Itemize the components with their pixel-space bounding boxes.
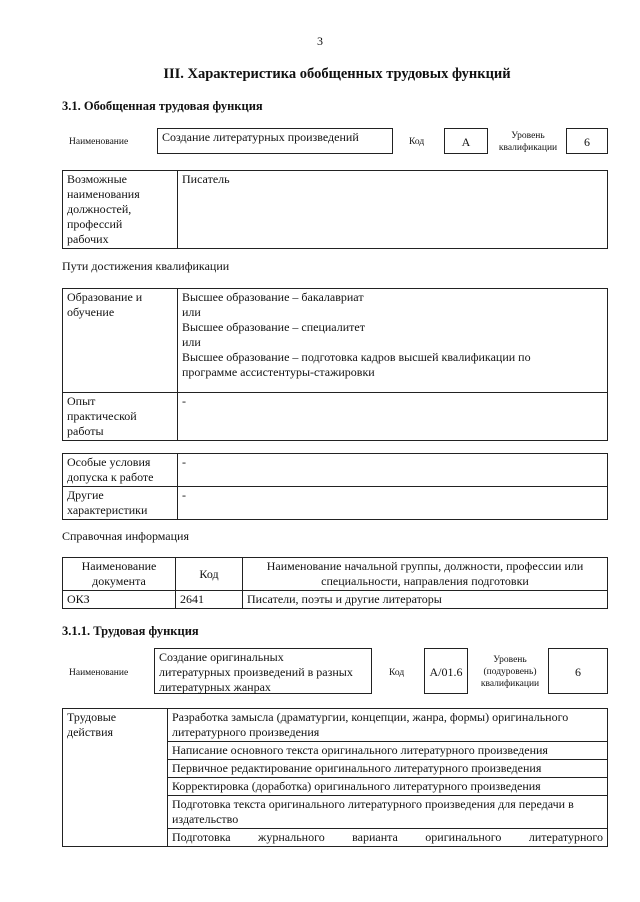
ref-row-code: 2641 (176, 591, 243, 609)
action-item: Корректировка (доработка) оригинального литературного произведения (168, 778, 608, 796)
conditions-table (62, 453, 608, 520)
action-item: Подготовка журнального варианта оригинального литературного (168, 829, 608, 847)
ref-col-name: Наименование начальной группы, должности, профессии или специальности, направления подготовки (243, 558, 608, 591)
gtf-code-value: A (444, 128, 488, 154)
ref-col-doc: Наименование документа (63, 558, 176, 591)
action-item: Разработка замысла (драматургии, концепции, жанра, формы) оригинального литературного произведения (168, 709, 608, 742)
experience-label: Опыт практической работы (63, 393, 178, 441)
education-label: Образование и обучение (63, 289, 178, 393)
other-label: Другие характеристики (63, 487, 178, 520)
tf-level-value: 6 (548, 648, 608, 694)
positions-value: Писатель (178, 171, 608, 249)
positions-label: Возможные наименования должностей, профессий рабочих (63, 171, 178, 249)
reference-table (62, 557, 608, 609)
special-value: - (178, 454, 608, 487)
action-item: Первичное редактирование оригинального литературного произведения (168, 760, 608, 778)
ref-col-code: Код (176, 558, 243, 591)
education-table (62, 288, 608, 441)
section-title: III. Характеристика обобщенных трудовых функций (163, 66, 511, 82)
reference-heading: Справочная информация (62, 529, 189, 543)
tf-level-label: Уровень (подуровень) квалификации (480, 655, 540, 689)
tf-name-label: Наименование (69, 668, 129, 678)
education-value: Высшее образование – бакалавриат или Высшее образование – специалитет или Высшее образование – подготовка кадров высшей квалификации по программе ассистентуры-стажировки (178, 289, 608, 393)
gtf-level-label: Уровень квалификации (498, 131, 558, 153)
actions-label: Трудовые действия (63, 709, 168, 847)
actions-table (62, 708, 608, 847)
experience-value: - (178, 393, 608, 441)
ref-row-name: Писатели, поэты и другие литераторы (243, 591, 608, 609)
tf-heading: 3.1.1. Трудовая функция (62, 624, 199, 638)
gtf-name-value: Создание литературных произведений (157, 128, 393, 154)
gtf-level-value: 6 (566, 128, 608, 154)
tf-code-label: Код (389, 668, 405, 678)
tf-code-value: A/01.6 (424, 648, 468, 694)
qual-paths-heading: Пути достижения квалификации (62, 259, 230, 273)
ref-row-doc: ОКЗ (63, 591, 176, 609)
action-item: Написание основного текста оригинального литературного произведения (168, 742, 608, 760)
special-label: Особые условия допуска к работе (63, 454, 178, 487)
tf-name-value: Создание оригинальных литературных произведений в разных литературных жанрах (154, 648, 372, 694)
positions-table (62, 170, 608, 249)
action-item: Подготовка текста оригинального литературного произведения для передачи в издательство (168, 796, 608, 829)
gtf-heading: 3.1. Обобщенная трудовая функция (62, 99, 263, 113)
gtf-code-label: Код (409, 137, 425, 147)
page-number: 3 (317, 34, 323, 48)
other-value: - (178, 487, 608, 520)
gtf-name-label: Наименование (69, 137, 129, 147)
